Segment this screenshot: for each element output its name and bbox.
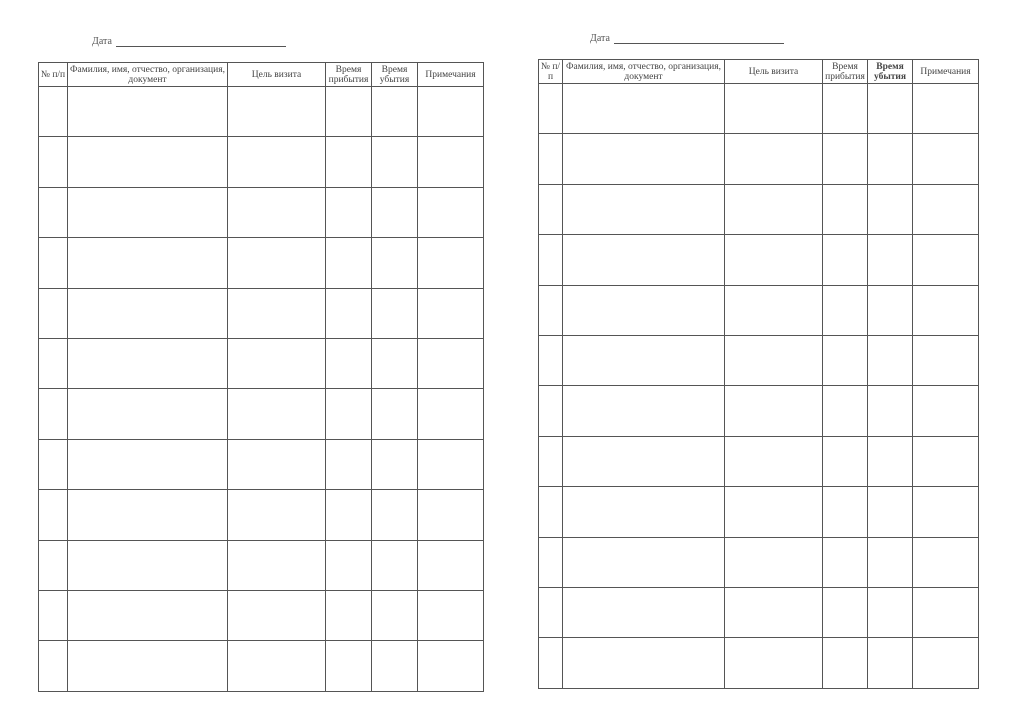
visitor-log-table	[538, 59, 979, 689]
cell-arrival[interactable]	[326, 490, 372, 540]
cell-purpose[interactable]	[228, 339, 326, 389]
cell-departure[interactable]	[868, 487, 913, 537]
header-number: № п/п	[539, 60, 563, 84]
cell-departure[interactable]	[868, 436, 913, 486]
cell-notes[interactable]	[418, 339, 484, 389]
cell-departure[interactable]	[372, 187, 418, 237]
table-row	[39, 288, 484, 338]
cell-number[interactable]	[39, 187, 68, 237]
cell-name[interactable]	[68, 490, 228, 540]
cell-name[interactable]	[68, 641, 228, 692]
cell-name[interactable]	[563, 638, 725, 689]
cell-notes[interactable]	[913, 588, 979, 638]
header-arrival: Время прибытия	[326, 63, 372, 87]
date-field	[590, 33, 784, 44]
cell-arrival[interactable]	[823, 436, 868, 486]
cell-purpose[interactable]	[228, 389, 326, 439]
cell-number[interactable]	[539, 184, 563, 234]
cell-notes[interactable]	[913, 184, 979, 234]
table-row	[39, 591, 484, 641]
header-name: Фамилия, имя, отчество, организация, документ	[68, 63, 228, 87]
cell-departure[interactable]	[372, 137, 418, 187]
cell-number[interactable]	[539, 436, 563, 486]
cell-name[interactable]	[563, 386, 725, 436]
cell-notes[interactable]	[418, 540, 484, 590]
cell-purpose[interactable]	[725, 84, 823, 134]
cell-name[interactable]	[563, 487, 725, 537]
cell-purpose[interactable]	[725, 235, 823, 285]
cell-notes[interactable]	[913, 84, 979, 134]
table-row	[39, 137, 484, 187]
cell-purpose[interactable]	[725, 436, 823, 486]
cell-notes[interactable]	[418, 87, 484, 137]
cell-departure[interactable]	[372, 389, 418, 439]
cell-number[interactable]	[539, 537, 563, 587]
cell-number[interactable]	[39, 137, 68, 187]
cell-name[interactable]	[563, 588, 725, 638]
cell-number[interactable]	[39, 339, 68, 389]
cell-number[interactable]	[39, 87, 68, 137]
cell-name[interactable]	[68, 288, 228, 338]
cell-arrival[interactable]	[823, 537, 868, 587]
cell-name[interactable]	[68, 187, 228, 237]
date-input-line[interactable]	[614, 42, 784, 44]
cell-notes[interactable]	[913, 336, 979, 386]
cell-departure[interactable]	[868, 134, 913, 184]
cell-departure[interactable]	[372, 540, 418, 590]
cell-notes[interactable]	[913, 537, 979, 587]
cell-number[interactable]	[39, 540, 68, 590]
table-row	[539, 386, 979, 436]
table-header-row	[39, 63, 484, 87]
cell-purpose[interactable]	[725, 285, 823, 335]
cell-arrival[interactable]	[823, 184, 868, 234]
header-notes: Примечания	[913, 60, 979, 84]
cell-purpose[interactable]	[228, 439, 326, 489]
cell-name[interactable]	[563, 285, 725, 335]
cell-purpose[interactable]	[725, 336, 823, 386]
cell-arrival[interactable]	[326, 389, 372, 439]
cell-purpose[interactable]	[725, 537, 823, 587]
cell-notes[interactable]	[913, 134, 979, 184]
header-number: № п/п	[39, 63, 68, 87]
cell-arrival[interactable]	[823, 386, 868, 436]
cell-number[interactable]	[39, 288, 68, 338]
cell-notes[interactable]	[913, 235, 979, 285]
cell-number[interactable]	[539, 336, 563, 386]
cell-name[interactable]	[68, 87, 228, 137]
table-row	[539, 436, 979, 486]
header-departure: Время убытия	[372, 63, 418, 87]
cell-departure[interactable]	[868, 285, 913, 335]
cell-number[interactable]	[39, 439, 68, 489]
cell-number[interactable]	[39, 641, 68, 692]
table-row	[539, 588, 979, 638]
table-row	[539, 285, 979, 335]
cell-notes[interactable]	[418, 288, 484, 338]
cell-name[interactable]	[563, 436, 725, 486]
cell-arrival[interactable]	[823, 235, 868, 285]
cell-notes[interactable]	[913, 638, 979, 689]
cell-number[interactable]	[539, 487, 563, 537]
table-row	[39, 187, 484, 237]
cell-name[interactable]	[563, 184, 725, 234]
cell-arrival[interactable]	[326, 540, 372, 590]
cell-name[interactable]	[68, 137, 228, 187]
cell-arrival[interactable]	[823, 487, 868, 537]
cell-arrival[interactable]	[326, 288, 372, 338]
cell-notes[interactable]	[418, 137, 484, 187]
cell-arrival[interactable]	[326, 591, 372, 641]
cell-purpose[interactable]	[228, 288, 326, 338]
cell-notes[interactable]	[418, 187, 484, 237]
cell-name[interactable]	[563, 84, 725, 134]
cell-purpose[interactable]	[725, 134, 823, 184]
cell-name[interactable]	[563, 235, 725, 285]
cell-arrival[interactable]	[326, 137, 372, 187]
cell-number[interactable]	[539, 84, 563, 134]
cell-purpose[interactable]	[228, 137, 326, 187]
header-purpose: Цель визита	[725, 60, 823, 84]
header-arrival: Время прибытия	[823, 60, 868, 84]
cell-purpose[interactable]	[228, 641, 326, 692]
cell-departure[interactable]	[868, 537, 913, 587]
cell-arrival[interactable]	[326, 439, 372, 489]
cell-name[interactable]	[68, 591, 228, 641]
cell-departure[interactable]	[372, 490, 418, 540]
cell-departure[interactable]	[372, 238, 418, 288]
cell-purpose[interactable]	[228, 87, 326, 137]
cell-notes[interactable]	[418, 591, 484, 641]
cell-arrival[interactable]	[326, 187, 372, 237]
cell-arrival[interactable]	[823, 336, 868, 386]
cell-number[interactable]	[39, 389, 68, 439]
table-row	[39, 339, 484, 389]
cell-name[interactable]	[68, 540, 228, 590]
cell-notes[interactable]	[418, 439, 484, 489]
cell-departure[interactable]	[372, 87, 418, 137]
cell-departure[interactable]	[372, 339, 418, 389]
cell-purpose[interactable]	[228, 490, 326, 540]
date-input-line[interactable]	[116, 45, 286, 47]
cell-number[interactable]	[539, 386, 563, 436]
table-row	[539, 184, 979, 234]
cell-purpose[interactable]	[725, 184, 823, 234]
header-departure: Время убытия	[868, 60, 913, 84]
cell-notes[interactable]	[418, 389, 484, 439]
table-header-row	[539, 60, 979, 84]
cell-notes[interactable]	[913, 285, 979, 335]
cell-purpose[interactable]	[228, 187, 326, 237]
cell-departure[interactable]	[372, 591, 418, 641]
cell-purpose[interactable]	[228, 540, 326, 590]
cell-purpose[interactable]	[228, 238, 326, 288]
cell-purpose[interactable]	[228, 591, 326, 641]
cell-number[interactable]	[539, 588, 563, 638]
visitor-log-table	[38, 62, 484, 692]
cell-departure[interactable]	[868, 588, 913, 638]
cell-name[interactable]	[68, 238, 228, 288]
cell-notes[interactable]	[913, 386, 979, 436]
right-page	[512, 0, 1024, 723]
cell-purpose[interactable]	[725, 386, 823, 436]
cell-departure[interactable]	[868, 184, 913, 234]
table-row	[39, 439, 484, 489]
cell-name[interactable]	[563, 537, 725, 587]
cell-departure[interactable]	[868, 386, 913, 436]
table-row	[539, 537, 979, 587]
table-body	[39, 87, 484, 692]
table-row	[539, 487, 979, 537]
table-body	[539, 84, 979, 689]
cell-name[interactable]	[68, 339, 228, 389]
header-purpose: Цель визита	[228, 63, 326, 87]
cell-arrival[interactable]	[823, 638, 868, 689]
cell-departure[interactable]	[868, 638, 913, 689]
cell-arrival[interactable]	[326, 641, 372, 692]
cell-arrival[interactable]	[823, 285, 868, 335]
cell-arrival[interactable]	[326, 238, 372, 288]
table-row	[539, 84, 979, 134]
table-row	[39, 238, 484, 288]
cell-number[interactable]	[39, 490, 68, 540]
cell-name[interactable]	[68, 389, 228, 439]
cell-notes[interactable]	[913, 487, 979, 537]
header-notes: Примечания	[418, 63, 484, 87]
cell-number[interactable]	[539, 638, 563, 689]
date-field	[92, 36, 286, 47]
cell-purpose[interactable]	[725, 487, 823, 537]
cell-departure[interactable]	[868, 336, 913, 386]
cell-purpose[interactable]	[725, 588, 823, 638]
table-row	[39, 641, 484, 692]
cell-name[interactable]	[563, 336, 725, 386]
cell-arrival[interactable]	[823, 84, 868, 134]
cell-departure[interactable]	[372, 439, 418, 489]
date-label: Дата	[92, 36, 112, 47]
cell-number[interactable]	[539, 134, 563, 184]
cell-number[interactable]	[539, 235, 563, 285]
cell-arrival[interactable]	[326, 87, 372, 137]
table-row	[39, 389, 484, 439]
cell-purpose[interactable]	[725, 638, 823, 689]
cell-arrival[interactable]	[823, 588, 868, 638]
cell-number[interactable]	[39, 591, 68, 641]
table-row	[539, 336, 979, 386]
cell-arrival[interactable]	[823, 134, 868, 184]
table-row	[539, 235, 979, 285]
cell-notes[interactable]	[418, 238, 484, 288]
cell-number[interactable]	[39, 238, 68, 288]
table-row	[539, 638, 979, 689]
date-label: Дата	[590, 33, 610, 44]
header-name: Фамилия, имя, отчество, организация, документ	[563, 60, 725, 84]
table-row	[39, 490, 484, 540]
cell-departure[interactable]	[868, 84, 913, 134]
cell-notes[interactable]	[418, 641, 484, 692]
cell-departure[interactable]	[372, 641, 418, 692]
table-row	[539, 134, 979, 184]
cell-notes[interactable]	[913, 436, 979, 486]
cell-arrival[interactable]	[326, 339, 372, 389]
cell-name[interactable]	[68, 439, 228, 489]
cell-number[interactable]	[539, 285, 563, 335]
cell-departure[interactable]	[868, 235, 913, 285]
table-row	[39, 87, 484, 137]
cell-notes[interactable]	[418, 490, 484, 540]
cell-name[interactable]	[563, 134, 725, 184]
table-row	[39, 540, 484, 590]
cell-departure[interactable]	[372, 288, 418, 338]
